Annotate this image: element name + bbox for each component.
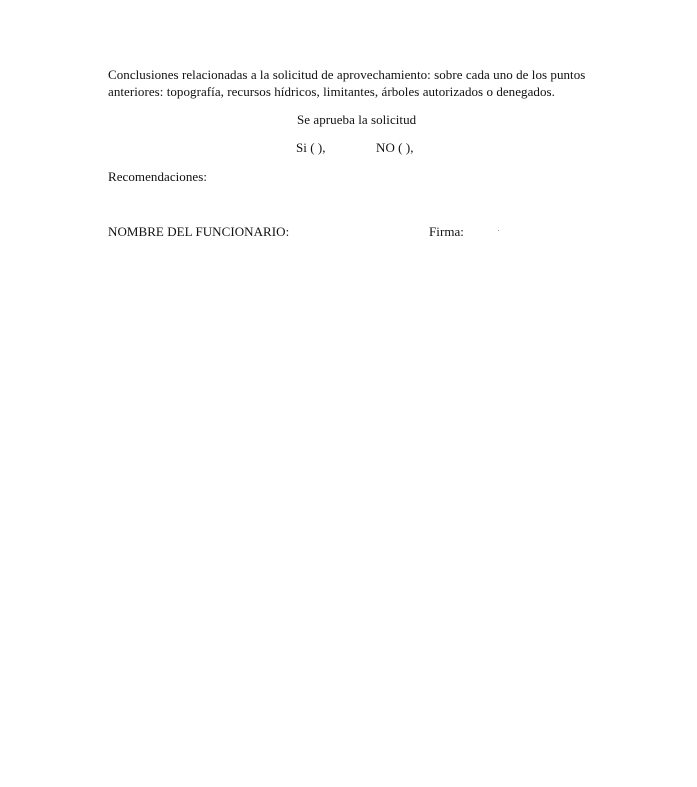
approval-question: Se aprueba la solicitud — [297, 112, 417, 127]
scan-speck — [498, 230, 499, 231]
signature-label: Firma: — [429, 224, 464, 239]
recommendations-label: Recomendaciones: — [108, 169, 207, 184]
approval-option-si: Si ( ), — [296, 140, 326, 155]
conclusions-text-line-2: anteriores: topografía, recursos hídricos, limitantes, árboles autorizados o denegados. — [108, 84, 555, 99]
official-name-label: NOMBRE DEL FUNCIONARIO: — [108, 224, 290, 239]
conclusions-text-line-1: Conclusiones relacionadas a la solicitud de aprovechamiento: sobre cada uno de los puntos — [108, 67, 586, 82]
approval-option-no: NO ( ), — [376, 140, 414, 155]
